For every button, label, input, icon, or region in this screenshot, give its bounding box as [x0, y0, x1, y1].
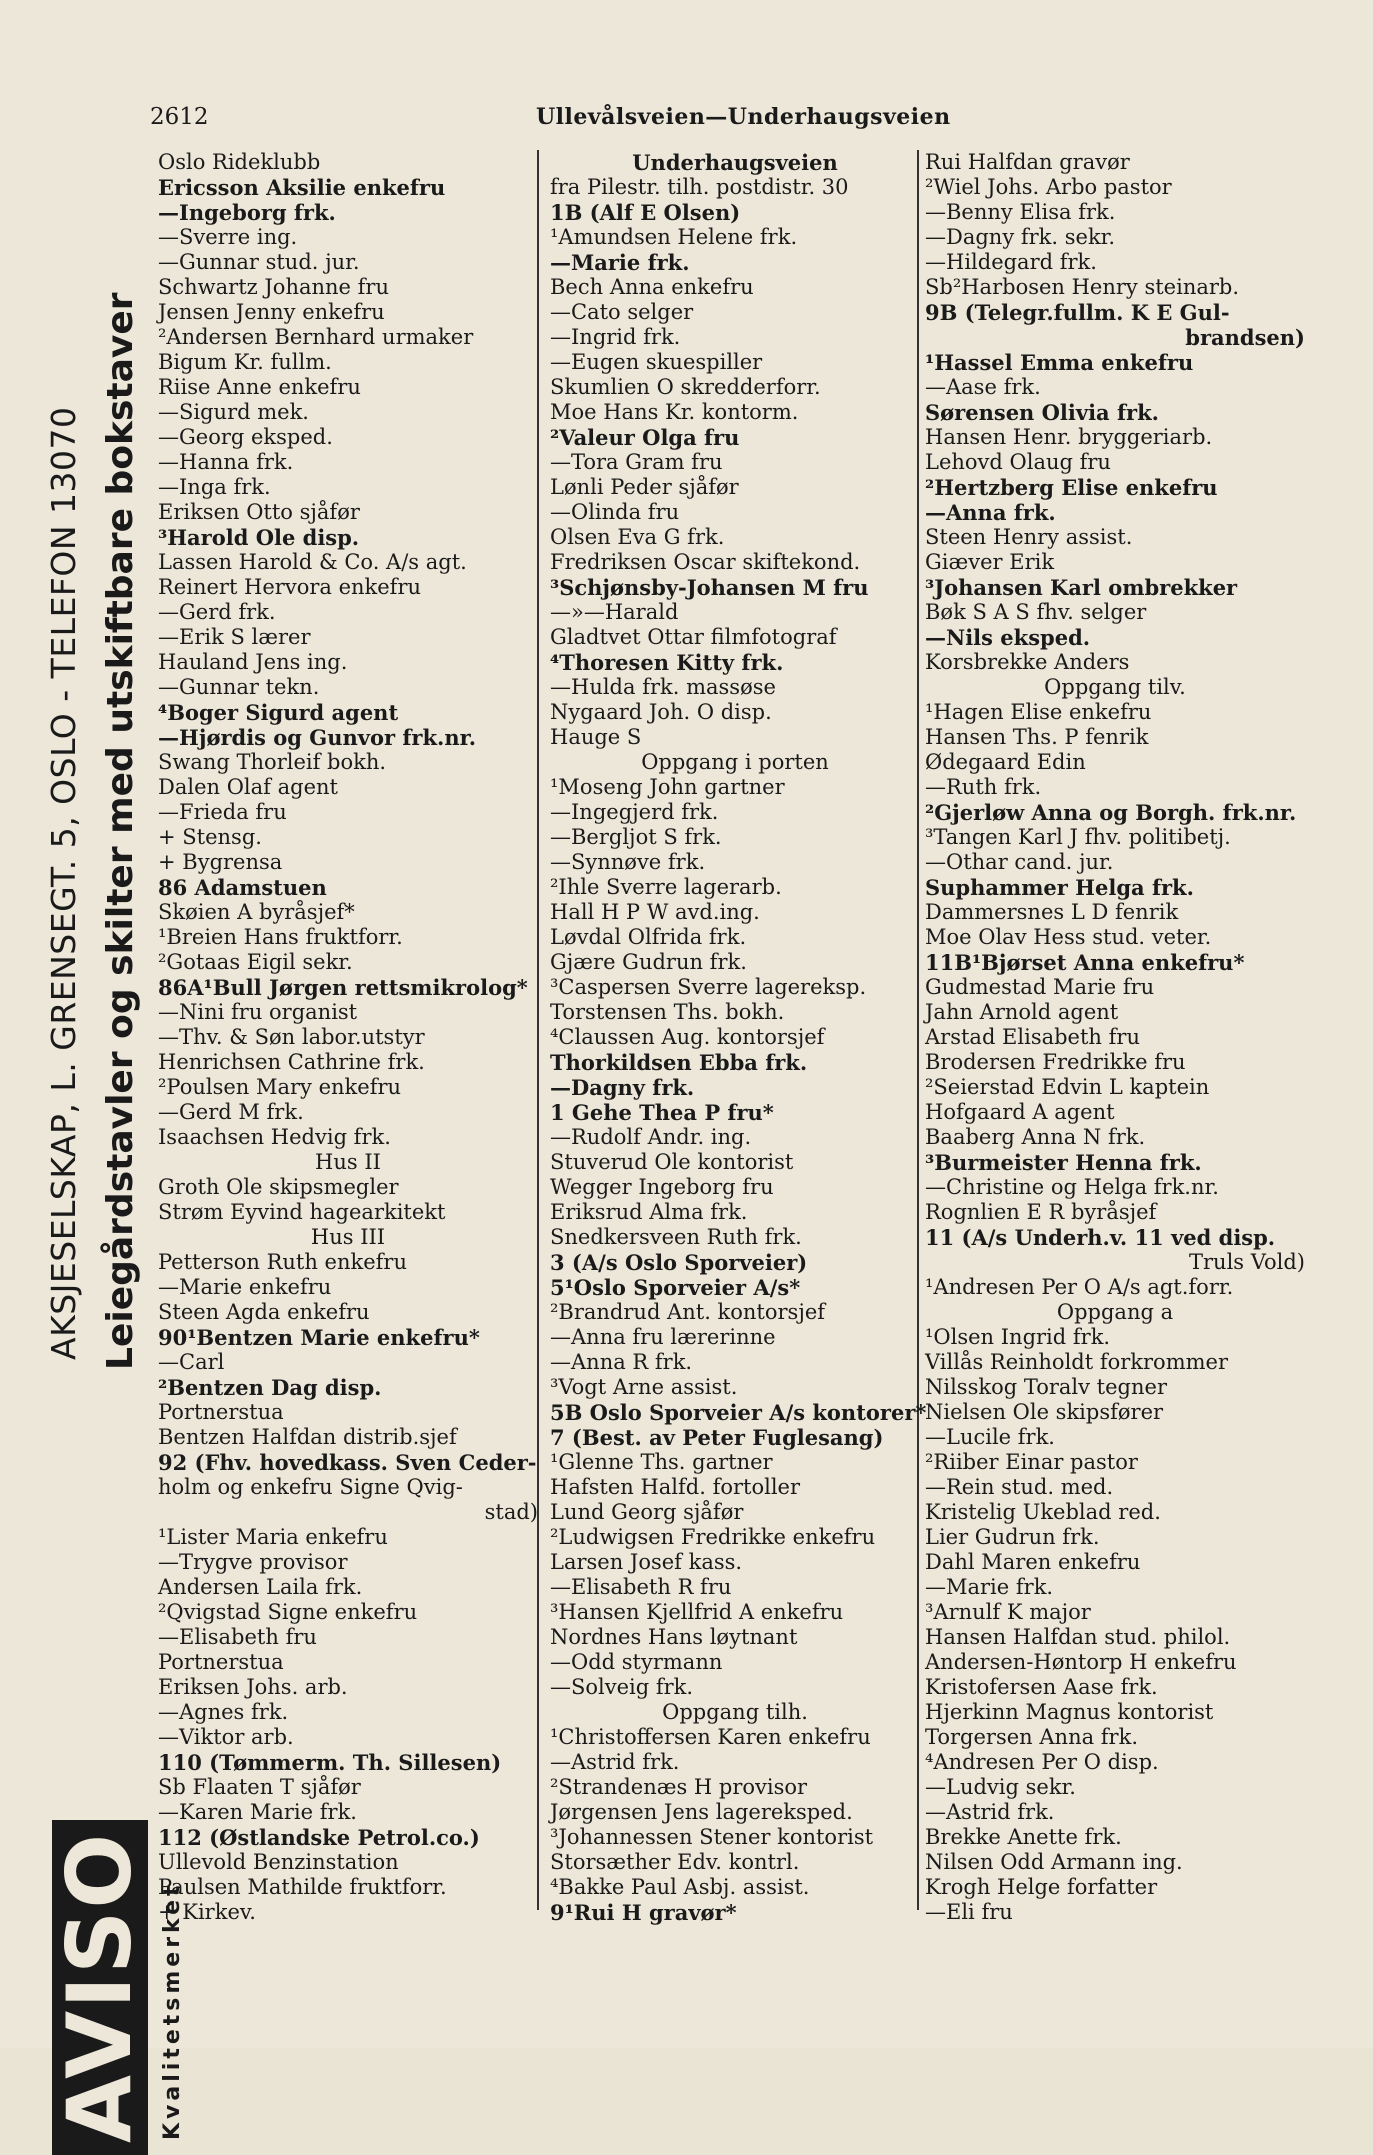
directory-entry: ²Andersen Bernhard urmaker — [158, 325, 474, 349]
directory-entry: —Aase frk. — [925, 375, 1041, 399]
directory-entry: —Dagny frk. sekr. — [925, 225, 1116, 249]
directory-entry: ³Tangen Karl J fhv. politibetj. — [925, 825, 1231, 849]
directory-entry: Stuverud Ole kontorist — [550, 1150, 794, 1174]
directory-entry: —Marie frk. — [550, 250, 690, 275]
directory-entry: Moe Hans Kr. kontorm. — [550, 400, 799, 424]
ad-tagline: Kvalitetsmerket — [160, 1881, 185, 2140]
directory-entry: Ødegaard Edin — [925, 750, 1086, 774]
directory-entry: Gladtvet Ottar filmfotograf — [550, 625, 837, 649]
directory-entry: —»—Harald — [550, 600, 679, 624]
directory-entry: Jørgensen Jens lagereksped. — [550, 1800, 853, 1824]
directory-entry: + Kirkev. — [158, 1900, 256, 1924]
directory-entry: Brodersen Fredrikke fru — [925, 1050, 1186, 1074]
directory-entry: —Eugen skuespiller — [550, 350, 763, 374]
directory-entry: Oppgang tilv. — [1044, 675, 1186, 699]
directory-entry: —Georg eksped. — [158, 425, 333, 449]
directory-entry: Hansen Henr. bryggeriarb. — [925, 425, 1213, 449]
directory-entry: —Anna frk. — [925, 500, 1056, 525]
directory-entry: Sørensen Olivia frk. — [925, 400, 1159, 425]
directory-entry: —Hanna frk. — [158, 450, 294, 474]
directory-column-2 — [550, 150, 927, 1925]
directory-entry: ³Schjønsby-Johansen M fru — [550, 575, 869, 600]
directory-entry: brandsen) — [1185, 325, 1305, 350]
directory-entry: Rognlien E R byråsjef — [925, 1200, 1157, 1224]
directory-entry: ¹Andresen Per O A/s agt.forr. — [925, 1275, 1234, 1299]
directory-entry: Løvdal Olfrida frk. — [550, 925, 747, 949]
directory-entry: —Agnes frk. — [158, 1700, 289, 1724]
directory-entry: —Hildegard frk. — [925, 250, 1097, 274]
directory-entry: ⁴Andresen Per O disp. — [925, 1750, 1159, 1774]
directory-entry: 7 (Best. av Peter Fuglesang) — [550, 1425, 884, 1450]
directory-entry: Villås Reinholdt forkrommer — [925, 1350, 1228, 1374]
directory-entry: Jahn Arnold agent — [925, 1000, 1119, 1024]
directory-entry: Hafsten Halfd. fortoller — [550, 1475, 801, 1499]
directory-entry: —Benny Elisa frk. — [925, 200, 1116, 224]
directory-entry: Skøien A byråsjef* — [158, 900, 355, 924]
directory-entry: ²Hertzberg Elise enkefru — [925, 475, 1218, 500]
ad-product-line: Leiegårdstavler og skilter med utskiftbare bokstaver — [100, 292, 141, 1370]
directory-entry: Rui Halfdan gravør — [925, 150, 1130, 174]
directory-entry: —Frieda fru — [158, 800, 287, 824]
directory-entry: 11 (A/s Underh.v. 11 ved disp. — [925, 1225, 1276, 1250]
directory-entry: ¹Hagen Elise enkefru — [925, 700, 1152, 724]
directory-entry: —Ingeborg frk. — [158, 200, 336, 225]
directory-entry: 9¹Rui H gravør* — [550, 1900, 737, 1925]
directory-entry: —Tora Gram fru — [550, 450, 723, 474]
directory-column-1 — [158, 150, 538, 1925]
directory-entry: ³Johansen Karl ombrekker — [925, 575, 1238, 600]
directory-entry: 86 Adamstuen — [158, 875, 327, 900]
directory-entry: Moe Olav Hess stud. veter. — [925, 925, 1212, 949]
directory-entry: Storsæther Edv. kontrl. — [550, 1850, 800, 1874]
directory-entry: ¹Lister Maria enkefru — [158, 1525, 388, 1549]
directory-entry: —Ingegjerd frk. — [550, 800, 719, 824]
directory-entry: 11B¹Bjørset Anna enkefru* — [925, 950, 1245, 975]
sidebar-advertisement — [28, 180, 185, 2143]
directory-entry: Hansen Ths. P fenrik — [925, 725, 1149, 749]
directory-entry: Arstad Elisabeth fru — [925, 1025, 1140, 1049]
directory-entry: Swang Thorleif bokh. — [158, 750, 387, 774]
directory-entry: Kristofersen Aase frk. — [925, 1675, 1158, 1699]
directory-entry: ⁴Boger Sigurd agent — [158, 700, 399, 725]
directory-entry: ²Riiber Einar pastor — [925, 1450, 1138, 1474]
directory-entry: ²Bentzen Dag disp. — [158, 1375, 382, 1400]
directory-entry: Oppgang a — [1056, 1300, 1174, 1324]
directory-entry: Krogh Helge forfatter — [925, 1875, 1158, 1899]
ad-brand-logo: AVISO — [52, 1820, 148, 2155]
directory-entry: Oslo Rideklubb — [158, 150, 321, 174]
directory-entry: ¹Breien Hans fruktforr. — [158, 925, 403, 949]
directory-entry: Hansen Halfdan stud. philol. — [925, 1625, 1231, 1649]
directory-entry: Steen Agda enkefru — [158, 1300, 370, 1324]
directory-entry: ²Ihle Sverre lagerarb. — [550, 875, 782, 899]
directory-entry: Truls Vold) — [1189, 1250, 1305, 1274]
directory-entry: Strøm Eyvind hagearkitekt — [158, 1200, 446, 1224]
directory-entry: —Eli fru — [925, 1900, 1013, 1924]
directory-entry: —Rein stud. med. — [925, 1475, 1114, 1499]
directory-entry: ²Seierstad Edvin L kaptein — [925, 1075, 1210, 1099]
directory-entry: —Viktor arb. — [158, 1725, 294, 1749]
directory-entry: —Thv. & Søn labor.utstyr — [158, 1025, 425, 1049]
directory-entry: —Astrid frk. — [925, 1800, 1055, 1824]
directory-entry: Bech Anna enkefru — [550, 275, 754, 299]
directory-entry: —Anna fru lærerinne — [550, 1325, 776, 1349]
directory-entry: Jensen Jenny enkefru — [158, 300, 385, 324]
directory-entry: Hjerkinn Magnus kontorist — [925, 1700, 1214, 1724]
directory-entry: —Gerd frk. — [158, 600, 276, 624]
directory-entry: ¹Christoffersen Karen enkefru — [550, 1725, 871, 1749]
directory-entry: Petterson Ruth enkefru — [158, 1250, 407, 1274]
directory-entry: Dalen Olaf agent — [158, 775, 338, 799]
directory-entry: Gudmestad Marie fru — [925, 975, 1155, 999]
directory-entry: ²Valeur Olga fru — [550, 425, 740, 450]
directory-entry: Hofgaard A agent — [925, 1100, 1115, 1124]
directory-entry: —Solveig frk. — [550, 1675, 694, 1699]
directory-entry: —Astrid frk. — [550, 1750, 680, 1774]
directory-entry: ²Qvigstad Signe enkefru — [158, 1600, 418, 1624]
directory-entry: Oppgang i porten — [641, 750, 829, 774]
directory-entry: Nilsskog Toralv tegner — [925, 1375, 1167, 1399]
directory-entry: —Elisabeth R fru — [550, 1575, 732, 1599]
directory-entry: —Carl — [158, 1350, 225, 1374]
directory-entry: 5B Oslo Sporveier A/s kontorer* — [550, 1400, 927, 1425]
directory-entry: Hus III — [310, 1225, 386, 1249]
directory-entry: Skumlien O skredderforr. — [550, 375, 821, 399]
directory-entry: —Nils eksped. — [925, 625, 1091, 650]
directory-entry: 92 (Fhv. hovedkass. Sven Ceder- — [158, 1450, 537, 1475]
directory-entry: Torstensen Ths. bokh. — [550, 1000, 785, 1024]
directory-entry: Dammersnes L D fenrik — [925, 900, 1179, 924]
directory-entry: 3 (A/s Oslo Sporveier) — [550, 1250, 808, 1275]
directory-entry: Hus II — [315, 1150, 381, 1174]
directory-entry: 86A¹Bull Jørgen rettsmikrolog* — [158, 975, 528, 1000]
directory-entry: Bigum Kr. fullm. — [158, 350, 332, 374]
directory-entry: Torgersen Anna frk. — [925, 1725, 1138, 1749]
directory-entry: 1B (Alf E Olsen) — [550, 200, 741, 225]
directory-entry: Andersen Laila frk. — [158, 1575, 363, 1599]
directory-entry: Bøk S A S fhv. selger — [925, 600, 1147, 624]
directory-entry: ²Strandenæs H provisor — [550, 1775, 808, 1799]
directory-entry: ³Burmeister Henna frk. — [925, 1150, 1202, 1175]
directory-entry: —Sverre ing. — [158, 225, 298, 249]
directory-entry: —Othar cand. jur. — [925, 850, 1114, 874]
directory-entry: Thorkildsen Ebba frk. — [550, 1050, 808, 1075]
directory-entry: Nygaard Joh. O disp. — [550, 700, 772, 724]
directory-entry: ⁴Thoresen Kitty frk. — [550, 650, 784, 675]
directory-entry: Eriksen Johs. arb. — [158, 1675, 348, 1699]
directory-entry: ²Poulsen Mary enkefru — [158, 1075, 402, 1099]
directory-entry: —Hulda frk. massøse — [550, 675, 776, 699]
directory-entry: —Hjørdis og Gunvor frk.nr. — [158, 725, 477, 750]
directory-entry: Sb²Harbosen Henry steinarb. — [925, 275, 1240, 299]
directory-entry: 5¹Oslo Sporveier A/s* — [550, 1275, 801, 1300]
directory-entry: Reinert Hervora enkefru — [158, 575, 422, 599]
directory-entry: ²Wiel Johs. Arbo pastor — [925, 175, 1172, 199]
directory-entry: Snedkersveen Ruth frk. — [550, 1225, 802, 1249]
directory-entry: Groth Ole skipsmegler — [158, 1175, 399, 1199]
directory-entry: Suphammer Helga frk. — [925, 875, 1194, 900]
directory-entry: —Ingrid frk. — [550, 325, 681, 349]
directory-entry: —Marie frk. — [925, 1575, 1054, 1599]
directory-entry: Olsen Eva G frk. — [550, 525, 725, 549]
directory-entry: ³Caspersen Sverre lagereksp. — [550, 975, 867, 999]
directory-entry: ²Gotaas Eigil sekr. — [158, 950, 353, 974]
directory-entry: Isaachsen Hedvig frk. — [158, 1125, 391, 1149]
directory-entry: —Synnøve frk. — [550, 850, 706, 874]
directory-entry: —Odd styrmann — [550, 1650, 723, 1674]
directory-entry: —Anna R frk. — [550, 1350, 693, 1374]
directory-entry: Eriksen Otto sjåfør — [158, 500, 360, 524]
directory-entry: Fredriksen Oscar skiftekond. — [550, 550, 861, 574]
directory-entry: —Lucile frk. — [925, 1425, 1055, 1449]
directory-entry: Riise Anne enkefru — [158, 375, 361, 399]
directory-entry: Steen Henry assist. — [925, 525, 1133, 549]
directory-entry: Nielsen Ole skipsfører — [925, 1400, 1164, 1424]
directory-entry: Lassen Harold & Co. A/s agt. — [158, 550, 467, 574]
directory-entry: Brekke Anette frk. — [925, 1825, 1122, 1849]
directory-entry: 1 Gehe Thea P fru* — [550, 1100, 774, 1125]
directory-entry: Hauland Jens ing. — [158, 650, 348, 674]
directory-entry: —Gunnar tekn. — [158, 675, 320, 699]
directory-entry: Eriksrud Alma frk. — [550, 1200, 748, 1224]
directory-entry: Andersen-Høntorp H enkefru — [925, 1650, 1237, 1674]
directory-entry: Nordnes Hans løytnant — [550, 1625, 798, 1649]
directory-entry: Baaberg Anna N frk. — [925, 1125, 1146, 1149]
directory-entry: Ullevold Benzinstation — [158, 1850, 399, 1874]
directory-entry: —Nini fru organist — [158, 1000, 358, 1024]
directory-entry: Dahl Maren enkefru — [925, 1550, 1141, 1574]
directory-entry: —Rudolf Andr. ing. — [550, 1125, 752, 1149]
directory-entry: —Christine og Helga frk.nr. — [925, 1175, 1219, 1199]
directory-entry: ²Gjerløw Anna og Borgh. frk.nr. — [925, 800, 1297, 825]
directory-entry: —Ruth frk. — [925, 775, 1042, 799]
directory-entry: —Ludvig sekr. — [925, 1775, 1076, 1799]
directory-entry: 110 (Tømmerm. Th. Sillesen) — [158, 1750, 502, 1775]
directory-entry: stad) — [484, 1500, 538, 1524]
directory-entry: —Karen Marie frk. — [158, 1800, 357, 1824]
directory-entry: —Olinda fru — [550, 500, 680, 524]
directory-entry: 112 (Østlandske Petrol.co.) — [158, 1825, 480, 1850]
directory-entry: —Trygve provisor — [158, 1550, 348, 1574]
directory-entry: Lier Gudrun frk. — [925, 1525, 1100, 1549]
directory-entry: + Bygrensa — [158, 850, 283, 874]
directory-entry: ³Harold Ole disp. — [158, 525, 360, 550]
directory-entry: Portnerstua — [158, 1650, 284, 1674]
directory-entry: ¹Hassel Emma enkefru — [925, 350, 1194, 375]
directory-entry: —Gunnar stud. jur. — [158, 250, 360, 274]
directory-entry: ¹Moseng John gartner — [550, 775, 785, 799]
directory-entry: ⁴Claussen Aug. kontorsjef — [550, 1025, 825, 1049]
directory-entry: —Cato selger — [550, 300, 694, 324]
directory-entry: —Bergljot S frk. — [550, 825, 722, 849]
directory-entry: Portnerstua — [158, 1400, 284, 1424]
directory-entry: Henrichsen Cathrine frk. — [158, 1050, 425, 1074]
directory-entry: ³Hansen Kjellfrid A enkefru — [550, 1600, 844, 1624]
directory-entry: ³Arnulf K major — [925, 1600, 1091, 1624]
directory-entry: ²Ludwigsen Fredrikke enkefru — [550, 1525, 876, 1549]
directory-entry: Sb Flaaten T sjåfør — [158, 1775, 361, 1799]
directory-entry: ³Vogt Arne assist. — [550, 1375, 738, 1399]
directory-entry: Bentzen Halfdan distrib.sjef — [158, 1425, 457, 1449]
directory-entry: + Stensg. — [158, 825, 262, 849]
directory-entry: fra Pilestr. tilh. postdistr. 30 — [550, 175, 849, 199]
directory-entry: —Sigurd mek. — [158, 400, 309, 424]
directory-entry: Giæver Erik — [925, 550, 1055, 574]
directory-entry: Nilsen Odd Armann ing. — [925, 1850, 1183, 1874]
directory-entry: ¹Glenne Ths. gartner — [550, 1450, 773, 1474]
directory-entry: Korsbrekke Anders — [925, 650, 1130, 674]
directory-entry: Oppgang tilh. — [662, 1700, 808, 1724]
directory-entry: ⁴Bakke Paul Asbj. assist. — [550, 1875, 810, 1899]
directory-entry: —Gerd M frk. — [158, 1100, 304, 1124]
directory-entry: Larsen Josef kass. — [550, 1550, 743, 1574]
directory-entry: Lehovd Olaug fru — [925, 450, 1111, 474]
directory-entry: ³Johannessen Stener kontorist — [550, 1825, 874, 1849]
directory-entry: Wegger Ingeborg fru — [550, 1175, 774, 1199]
directory-entry: Paulsen Mathilde fruktforr. — [158, 1875, 447, 1899]
directory-entry: Lønli Peder sjåfør — [550, 475, 739, 499]
directory-entry: —Erik S lærer — [158, 625, 311, 649]
directory-entry: Ericsson Aksilie enkefru — [158, 175, 446, 200]
directory-entry: —Marie enkefru — [158, 1275, 332, 1299]
directory-entry: 90¹Bentzen Marie enkefru* — [158, 1325, 480, 1350]
directory-entry: ²Brandrud Ant. kontorsjef — [550, 1300, 826, 1324]
page-title: Ullevålsveien—Underhaugsveien — [536, 104, 951, 130]
directory-entry: —Dagny frk. — [550, 1075, 695, 1100]
directory-entry: —Elisabeth fru — [158, 1625, 317, 1649]
directory-entry: Hall H P W avd.ing. — [550, 900, 760, 924]
directory-entry: Schwartz Johanne fru — [158, 275, 389, 299]
page-number: 2612 — [150, 104, 209, 130]
directory-entry: Underhaugsveien — [632, 150, 838, 175]
directory-entry: Gjære Gudrun frk. — [550, 950, 747, 974]
directory-entry: Hauge S — [550, 725, 642, 749]
ad-address-line: AKSJESELSKAP, L. GRENSEGT. 5, OSLO - TELEFON 13070 — [44, 406, 83, 1360]
directory-entry: —Inga frk. — [158, 475, 271, 499]
directory-entry: Kristelig Ukeblad red. — [925, 1500, 1161, 1524]
directory-entry: ¹Amundsen Helene frk. — [550, 225, 798, 249]
directory-entry: 9B (Telegr.fullm. K E Gul- — [925, 300, 1230, 325]
directory-entry: ¹Olsen Ingrid frk. — [925, 1325, 1111, 1349]
directory-column-3 — [925, 150, 1305, 1925]
directory-entry: Lund Georg sjåfør — [550, 1500, 744, 1524]
directory-entry: holm og enkefru Signe Qvig- — [158, 1475, 463, 1499]
